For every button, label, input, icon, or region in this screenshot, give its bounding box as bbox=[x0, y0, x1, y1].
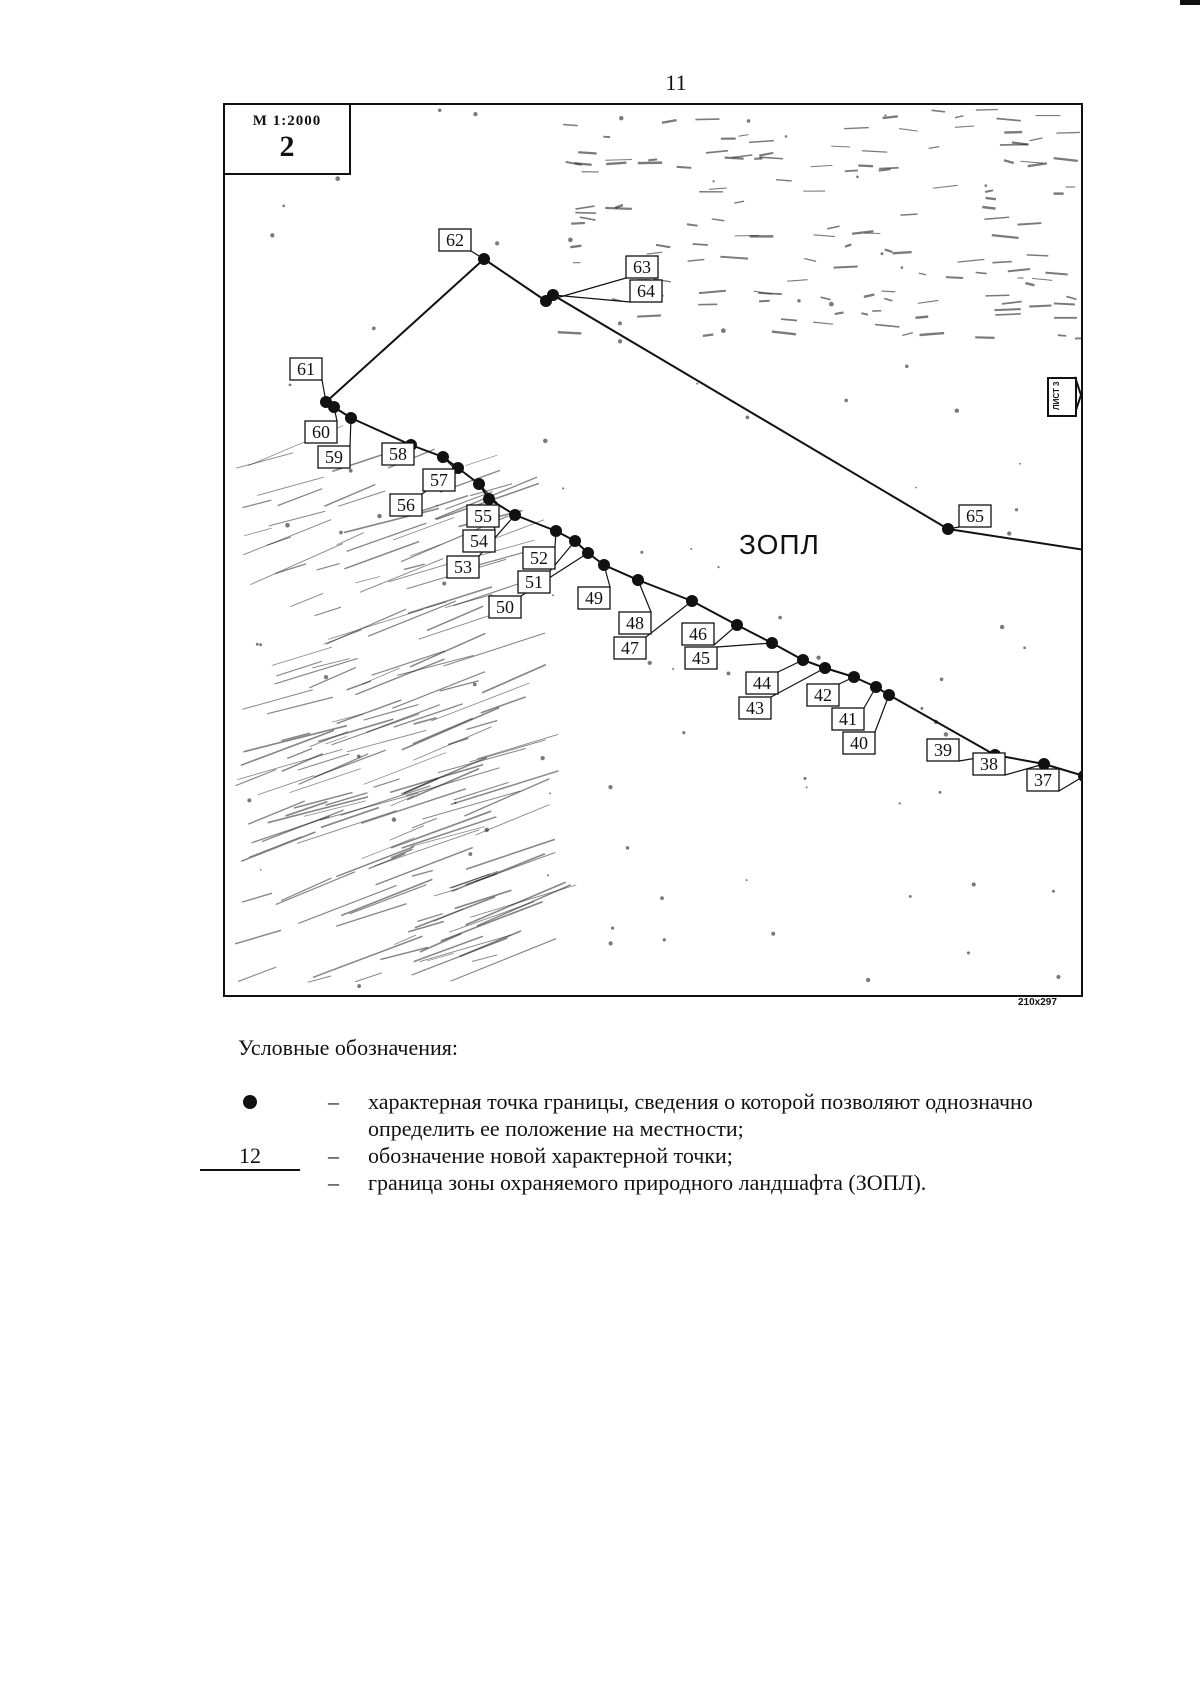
legend-dash: – bbox=[328, 1089, 339, 1114]
point-label: 54 bbox=[470, 531, 488, 551]
point-label: 50 bbox=[496, 597, 514, 617]
scale-label: М 1:2000 bbox=[252, 113, 322, 129]
point-label: 44 bbox=[753, 673, 771, 693]
label-leader-line bbox=[1059, 776, 1081, 791]
legend-text: характерная точка границы, сведения о которой позволяют однозначно определить ее положение на местности; bbox=[368, 1089, 1033, 1141]
boundary-line bbox=[326, 259, 484, 402]
boundary-point-dot bbox=[848, 671, 860, 683]
boundary-point-dot bbox=[582, 547, 594, 559]
point-label: 63 bbox=[633, 257, 651, 277]
boundary-point-dot bbox=[883, 689, 895, 701]
point-label: 42 bbox=[814, 685, 832, 705]
point-label: 41 bbox=[839, 709, 857, 729]
point-label: 40 bbox=[850, 733, 868, 753]
point-label: 55 bbox=[474, 506, 492, 526]
boundary-point-dot bbox=[819, 662, 831, 674]
boundary-point-dot bbox=[569, 535, 581, 547]
point-label: 58 bbox=[389, 444, 407, 464]
scale-box bbox=[225, 105, 351, 175]
boundary-point-dot bbox=[1038, 758, 1050, 770]
boundary-point-dot bbox=[473, 478, 485, 490]
point-labels bbox=[290, 229, 1081, 791]
zone-label: ЗОПЛ bbox=[739, 529, 820, 560]
point-label: 43 bbox=[746, 698, 764, 718]
point-label: 49 bbox=[585, 588, 603, 608]
corner-mark bbox=[1180, 0, 1200, 5]
point-label: 45 bbox=[692, 648, 710, 668]
boundary-point-dot bbox=[598, 559, 610, 571]
boundary-point-dot bbox=[870, 681, 882, 693]
point-number-sample: 12 bbox=[239, 1143, 261, 1168]
map-canvas bbox=[225, 105, 1081, 995]
sheet-reference-box bbox=[1047, 377, 1077, 417]
boundary-point-dot bbox=[686, 595, 698, 607]
boundary-line bbox=[484, 259, 546, 301]
legend-text: обозначение новой характерной точки; bbox=[368, 1143, 733, 1168]
boundary-point-dot bbox=[547, 289, 559, 301]
boundary-point-dot bbox=[766, 637, 778, 649]
line-icon bbox=[200, 1169, 300, 1196]
boundary-point-dot bbox=[632, 574, 644, 586]
point-label: 53 bbox=[454, 557, 472, 577]
point-label: 48 bbox=[626, 613, 644, 633]
point-label: 39 bbox=[934, 740, 952, 760]
dot-icon bbox=[200, 1088, 300, 1115]
point-label: 62 bbox=[446, 230, 464, 250]
terrain-texture bbox=[235, 108, 1081, 988]
boundary-point-dot bbox=[509, 509, 521, 521]
point-label: 47 bbox=[621, 638, 639, 658]
legend-text: граница зоны охраняемого природного ландшафта (ЗОПЛ). bbox=[368, 1170, 927, 1195]
boundary-point-dot bbox=[478, 253, 490, 265]
label-leader-line bbox=[717, 643, 772, 647]
boundary-point-dot bbox=[797, 654, 809, 666]
point-label: 64 bbox=[637, 281, 655, 301]
boundary-line bbox=[692, 601, 737, 625]
point-label: 59 bbox=[325, 447, 343, 467]
point-label: 46 bbox=[689, 624, 707, 644]
boundary-line bbox=[553, 295, 948, 529]
sheet-reference-label: ЛИСТ 3 bbox=[1052, 381, 1061, 410]
format-label: 210x297 bbox=[1018, 997, 1057, 1008]
point-label: 52 bbox=[530, 548, 548, 568]
sheet-number: 2 bbox=[279, 130, 295, 163]
point-label: 57 bbox=[430, 470, 448, 490]
point-label: 37 bbox=[1034, 770, 1052, 790]
boundary-point-dot bbox=[320, 396, 332, 408]
boundary-line bbox=[638, 580, 692, 601]
boundary-point-dot bbox=[942, 523, 954, 535]
point-label: 65 bbox=[966, 506, 984, 526]
boundary-line bbox=[948, 529, 1081, 550]
legend-dash: – bbox=[328, 1170, 339, 1195]
point-label: 56 bbox=[397, 495, 415, 515]
boundary-point-dot bbox=[550, 525, 562, 537]
boundary-point-dot bbox=[345, 412, 357, 424]
point-label: 61 bbox=[297, 359, 315, 379]
boundary-line bbox=[351, 418, 411, 445]
legend-dash: – bbox=[328, 1143, 339, 1168]
boundary-point-dot bbox=[437, 451, 449, 463]
legend-title: Условные обозначения: bbox=[238, 1035, 459, 1060]
boundary-point-dot bbox=[1078, 770, 1081, 782]
point-label: 60 bbox=[312, 422, 330, 442]
boundary-point-dot bbox=[731, 619, 743, 631]
boundary-point-dot bbox=[483, 493, 495, 505]
point-label: 38 bbox=[980, 754, 998, 774]
map-frame bbox=[223, 103, 1083, 997]
page-number: 11 bbox=[665, 70, 687, 95]
point-label: 51 bbox=[525, 572, 543, 592]
